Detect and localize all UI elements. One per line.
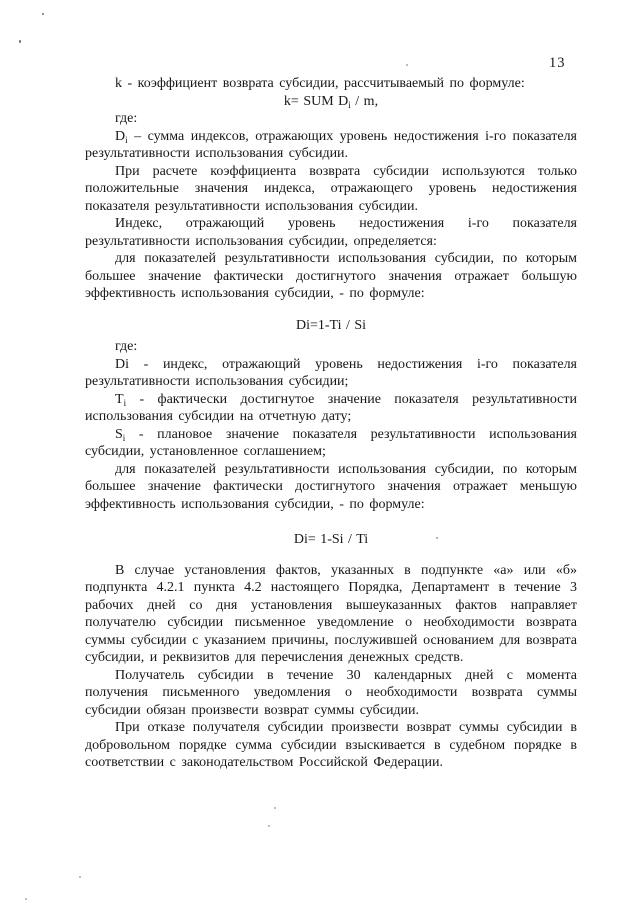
paragraph-k-coefficient: k - коэффициент возврата субсидии, рассчитываемый по формуле: — [115, 76, 525, 91]
scan-speck — [406, 64, 408, 66]
paragraph-calculation-rule: При расчете коэффициента возврата субсидии используются только положительные значения индекса, отражающего уровень недостижения показателя результативности использования субсидии. — [85, 163, 577, 214]
paragraph-lesser-efficiency: для показателей результативности использования субсидии, по которым большее значение фактически достигнутого значения отражает меньшую эффективность использования субсидии, - по формуле: — [85, 461, 577, 512]
term-symbol: S — [115, 426, 123, 442]
paragraph-di-index: Di - индекс, отражающий уровень недостижения i-го показателя результативности использования субсидии; — [85, 356, 577, 389]
scan-speck — [268, 825, 270, 827]
subscript-i: i — [122, 432, 126, 443]
term-definition: - плановое значение показателя результативности использования субсидии, установленное соглашением; — [85, 426, 577, 459]
paragraph-index-definition: Индекс, отражающий уровень недостижения i-го показателя результативности использования субсидии, определяется: — [85, 216, 577, 249]
subscript-i: i — [123, 397, 127, 408]
paragraph-refusal-court: При отказе получателя субсидии произвести возврат суммы субсидии в добровольном порядке сумма субсидии взыскивается в судебном порядке в соответствии с законодательством Российской Федерации. — [85, 720, 577, 770]
paragraph-greater-efficiency: для показателей результативности использования субсидии, по которым большее значение фактически достигнутого значения отражает большую эффективность использования субсидии, - по формуле: — [85, 251, 577, 301]
subscript-i: i — [125, 134, 128, 145]
paragraph-ti-actual — [85, 391, 577, 426]
where-label-1: где: — [115, 111, 138, 126]
formula-tail: / m, — [350, 93, 379, 109]
formula-di-first: Di=1-Ti / Si — [295, 317, 367, 333]
paragraph-recipient-obligation: Получатель субсидии в течение 30 календарных дней с момента получения письменного уведомления о необходимости возврата суммы субсидии обязан произвести возврат суммы субсидии. — [85, 667, 577, 718]
scan-speck — [25, 898, 27, 900]
page-number: 13 — [549, 55, 566, 71]
formula-di-second: Di= 1-Si / Ti — [293, 532, 369, 547]
formula-k-sum — [85, 93, 577, 111]
formula-base: k= SUM D — [283, 93, 349, 109]
paragraph-si-planned — [85, 426, 577, 461]
where-label-2: где: — [115, 339, 138, 354]
scan-speck — [79, 876, 81, 878]
term-symbol: D — [115, 128, 126, 144]
scan-speck — [19, 40, 21, 43]
document-body — [85, 75, 577, 772]
term-definition: – сумма индексов, отражающих уровень недостижения i-го показателя результативности использования субсидии. — [85, 128, 577, 161]
paragraph-facts-notification: В случае установления фактов, указанных в подпункте «а» или «б» подпункта 4.2.1 пункта 4.2 настоящего Порядка, Департамент в течение 3 рабочих дней со дня установления вышеуказанных фактов направляет получателю субсидии письменное уведомление о необходимости возврата суммы субсидии с указанием причины, послужившей основанием для возврата субсидии, и реквизитов для перечисления денежных средств. — [85, 562, 577, 665]
term-symbol: T — [115, 391, 124, 407]
scan-speck — [274, 807, 276, 809]
subscript-i: i — [348, 99, 351, 110]
scan-speck — [436, 537, 438, 539]
paragraph-di-sum — [85, 128, 577, 163]
scan-speck — [42, 13, 44, 15]
term-definition: - фактически достигнутое значение показателя результативности использования субсидии на отчетную дату; — [85, 391, 577, 424]
